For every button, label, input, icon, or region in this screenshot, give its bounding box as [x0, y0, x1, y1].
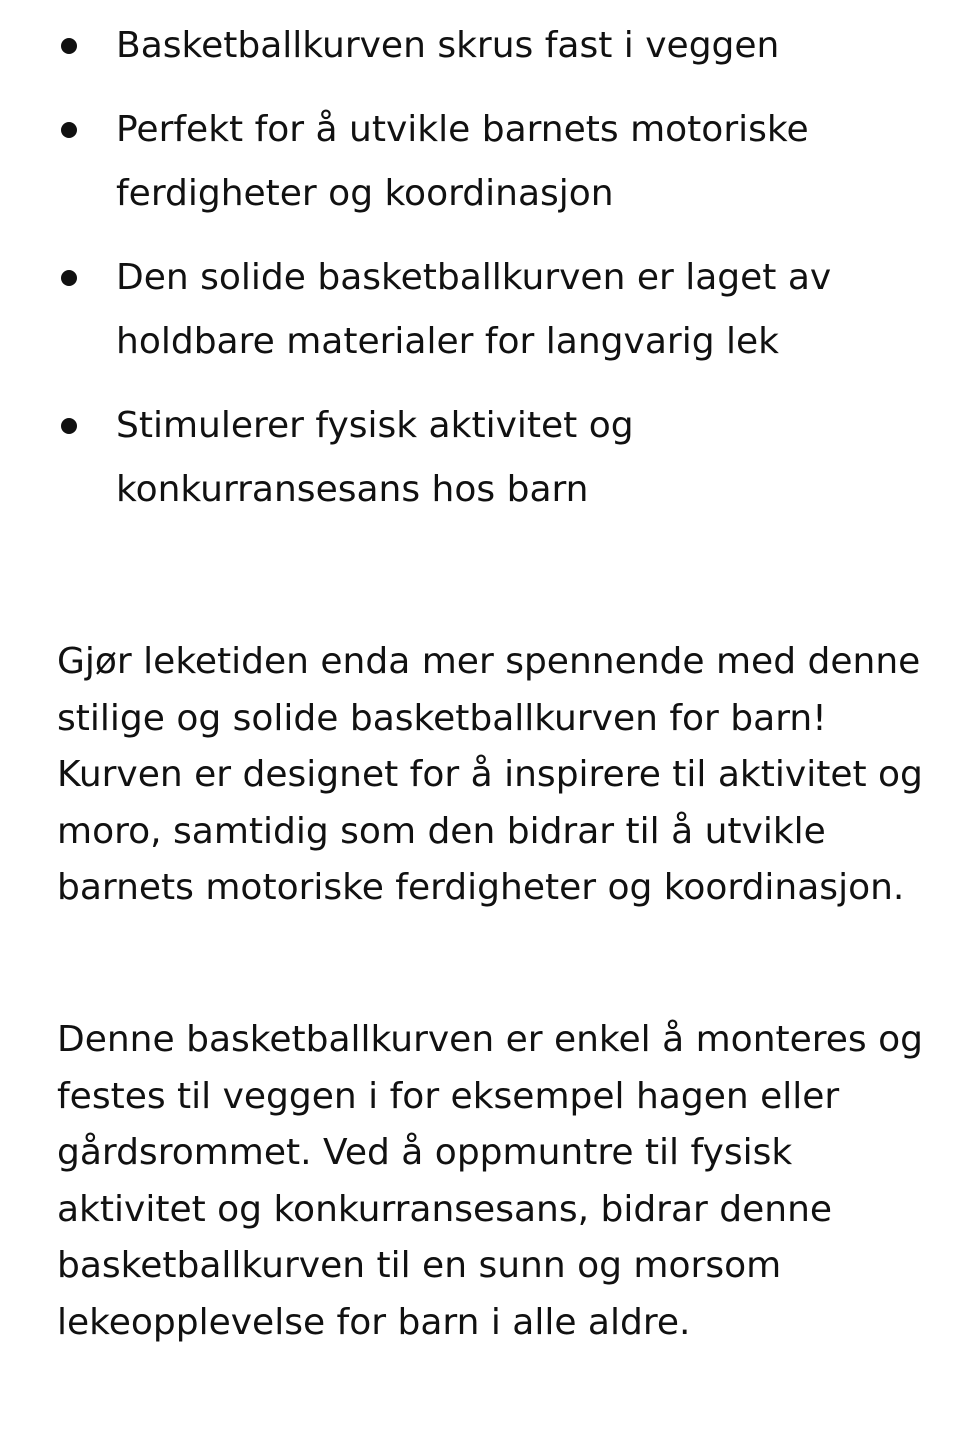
feature-item	[0, 98, 960, 226]
bullet-icon	[61, 122, 77, 138]
feature-text: Stimulerer fysisk aktivitet og konkurransesans hos barn	[116, 405, 634, 510]
feature-text: Perfekt for å utvikle barnets motoriske ferdigheter og koordinasjon	[116, 109, 809, 214]
description-paragraph: Denne basketballkurven er enkel å monteres og festes til veggen i for eksempel hagen eller gårdsrommet. Ved å oppmuntre til fysisk aktivitet og konkurransesans, bidrar denne basketballkurven til en sunn og morsom lekeopplevelse for barn i alle aldre.	[57, 1019, 924, 1343]
feature-list	[0, 14, 960, 542]
description-paragraph: Gjør leketiden enda mer spennende med denne stilige og solide basketballkurven for barn! Kurven er designet for å inspirere til aktivitet og moro, samtidig som den bidrar til å utvikle barnets motoriske ferdigheter og koordinasjon.	[57, 641, 923, 908]
bullet-icon	[61, 270, 77, 286]
feature-text: Basketballkurven skrus fast i veggen	[116, 25, 780, 66]
bullet-icon	[61, 38, 77, 54]
feature-item	[0, 14, 960, 78]
feature-text: Den solide basketballkurven er laget av holdbare materialer for langvarig lek	[116, 257, 832, 362]
bullet-icon	[61, 418, 77, 434]
feature-item	[0, 394, 960, 522]
feature-item	[0, 246, 960, 374]
